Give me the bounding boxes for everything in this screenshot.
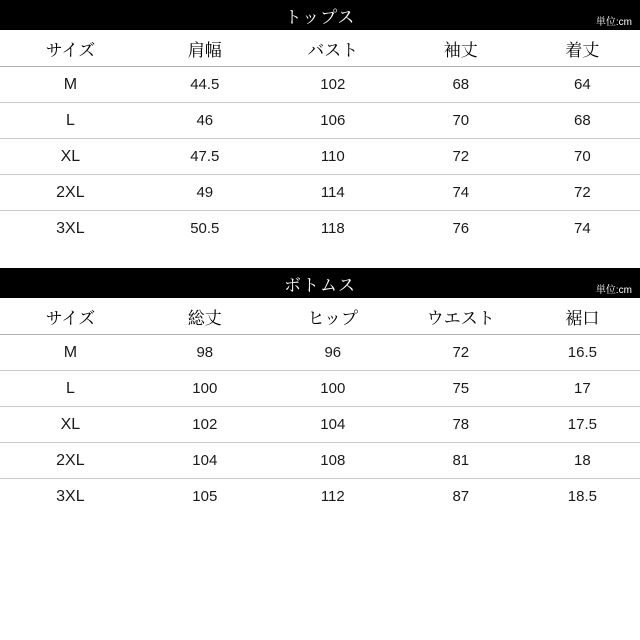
table-row bbox=[0, 175, 640, 211]
bottoms-table bbox=[0, 298, 640, 514]
tops-header-2: バスト bbox=[269, 30, 397, 67]
tops-header-0: サイズ bbox=[0, 30, 141, 67]
tops-unit-label: 単位:cm bbox=[595, 17, 632, 28]
bottoms-header-0: サイズ bbox=[0, 298, 141, 335]
tops-r4-c0: 3XL bbox=[56, 219, 85, 237]
bottoms-r2-c3: 78 bbox=[397, 407, 525, 443]
tops-r3-c0: 2XL bbox=[0, 175, 141, 211]
bottoms-r3-c4: 18 bbox=[525, 443, 640, 479]
tops-r0-c0: M bbox=[0, 67, 141, 103]
bottoms-r0-c0: M bbox=[0, 335, 141, 371]
tops-r0-c3: 68 bbox=[397, 67, 525, 103]
bottoms-r4-c4: 18.5 bbox=[567, 488, 597, 505]
tops-title-bar bbox=[0, 0, 640, 30]
table-row bbox=[0, 479, 640, 515]
tops-r1-c3: 70 bbox=[397, 103, 525, 139]
tops-header-4: 着丈 bbox=[525, 30, 640, 67]
bottoms-header-2: ヒップ bbox=[269, 298, 397, 335]
tops-r1-c1: 46 bbox=[141, 103, 269, 139]
bottoms-header-3: ウエスト bbox=[397, 298, 525, 335]
tops-r3-c3: 74 bbox=[397, 175, 525, 211]
bottoms-r3-c2: 108 bbox=[269, 443, 397, 479]
tops-r0-c4: 64 bbox=[525, 67, 640, 103]
bottoms-title-bar bbox=[0, 268, 640, 298]
tops-r2-c3: 72 bbox=[397, 139, 525, 175]
bottoms-r0-c2: 96 bbox=[269, 335, 397, 371]
bottoms-r1-c3: 75 bbox=[397, 371, 525, 407]
bottoms-r2-c1: 102 bbox=[141, 407, 269, 443]
tops-r0-c2: 102 bbox=[269, 67, 397, 103]
bottoms-r1-c4: 17 bbox=[525, 371, 640, 407]
tops-r2-c2: 110 bbox=[269, 139, 397, 175]
tops-r4-c4: 74 bbox=[574, 220, 591, 237]
bottoms-title: ボトムス bbox=[284, 275, 356, 295]
table-row bbox=[0, 335, 640, 371]
table-row bbox=[0, 407, 640, 443]
bottoms-r1-c1: 100 bbox=[141, 371, 269, 407]
tops-r1-c4: 68 bbox=[525, 103, 640, 139]
table-row bbox=[0, 67, 640, 103]
bottoms-header-4: 裾口 bbox=[525, 298, 640, 335]
bottoms-r4-c1: 105 bbox=[192, 488, 218, 505]
bottoms-r2-c0: XL bbox=[0, 407, 141, 443]
bottoms-header-1: 総丈 bbox=[141, 298, 269, 335]
bottoms-unit-label: 単位:cm bbox=[595, 285, 632, 296]
tops-header-1: 肩幅 bbox=[141, 30, 269, 67]
table-row bbox=[0, 371, 640, 407]
table-header-row bbox=[0, 298, 640, 335]
bottoms-r4-c0: 3XL bbox=[56, 487, 85, 505]
table-row bbox=[0, 103, 640, 139]
tops-header-3: 袖丈 bbox=[397, 30, 525, 67]
bottoms-r0-c3: 72 bbox=[397, 335, 525, 371]
bottoms-r2-c4: 17.5 bbox=[525, 407, 640, 443]
table-header-row bbox=[0, 30, 640, 67]
table-row bbox=[0, 443, 640, 479]
bottoms-r1-c0: L bbox=[0, 371, 141, 407]
tops-r2-c0: XL bbox=[0, 139, 141, 175]
tops-r2-c4: 70 bbox=[525, 139, 640, 175]
tops-r1-c0: L bbox=[0, 103, 141, 139]
bottoms-r3-c1: 104 bbox=[141, 443, 269, 479]
tops-r4-c2: 118 bbox=[320, 220, 345, 237]
bottoms-r3-c3: 81 bbox=[397, 443, 525, 479]
bottoms-r3-c0: 2XL bbox=[0, 443, 141, 479]
bottoms-r0-c1: 98 bbox=[141, 335, 269, 371]
tops-size-table-block bbox=[0, 0, 640, 246]
bottoms-r1-c2: 100 bbox=[269, 371, 397, 407]
bottoms-r0-c4: 16.5 bbox=[525, 335, 640, 371]
bottoms-size-table-block bbox=[0, 268, 640, 514]
table-row bbox=[0, 139, 640, 175]
tops-r4-c3: 76 bbox=[452, 220, 470, 237]
table-row bbox=[0, 211, 640, 247]
tops-title: トップス bbox=[284, 7, 356, 27]
tops-r0-c1: 44.5 bbox=[141, 67, 269, 103]
tops-r3-c4: 72 bbox=[525, 175, 640, 211]
bottoms-r4-c2: 112 bbox=[320, 488, 345, 505]
bottoms-r2-c2: 104 bbox=[269, 407, 397, 443]
tops-r2-c1: 47.5 bbox=[141, 139, 269, 175]
tops-r3-c2: 114 bbox=[269, 175, 397, 211]
bottoms-r4-c3: 87 bbox=[452, 488, 470, 505]
tops-r3-c1: 49 bbox=[141, 175, 269, 211]
tops-table bbox=[0, 30, 640, 246]
tops-r4-c1: 50.5 bbox=[190, 220, 220, 237]
tops-r1-c2: 106 bbox=[269, 103, 397, 139]
